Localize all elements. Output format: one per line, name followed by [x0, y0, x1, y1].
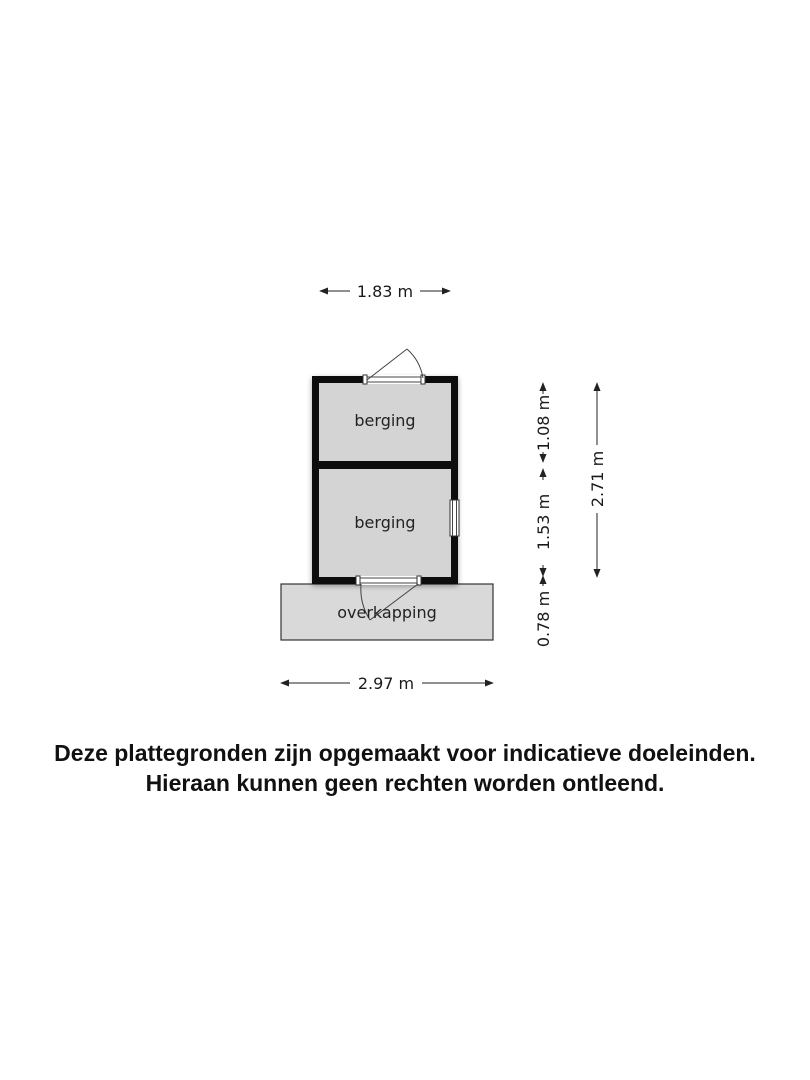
- side-window: [450, 500, 459, 536]
- room-label-berging-bottom: berging: [354, 513, 416, 532]
- dimension-label-berging-top-depth: 1.08 m: [534, 394, 553, 452]
- dimension-chain-depths: [534, 383, 553, 647]
- dimension-label-overkapping-depth: 0.78 m: [534, 590, 553, 648]
- disclaimer-line-2: Hieraan kunnen geen rechten worden ontleend.: [145, 770, 665, 796]
- top-door: [363, 349, 425, 384]
- room-label-overkapping: overkapping: [337, 603, 437, 622]
- dimension-bottom-width: [281, 674, 493, 693]
- dimension-top-width: [320, 282, 450, 301]
- dimension-label-total-height: 2.71 m: [588, 450, 607, 508]
- dimension-total-height: [588, 383, 607, 577]
- room-label-berging-top: berging: [354, 411, 416, 430]
- dimension-label-berging-bottom-depth: 1.53 m: [534, 493, 553, 551]
- dimension-label-top-width: 1.83 m: [356, 282, 414, 301]
- disclaimer-line-1: Deze plattegronden zijn opgemaakt voor indicatieve doeleinden.: [54, 740, 756, 766]
- dimension-label-bottom-width: 2.97 m: [357, 674, 415, 693]
